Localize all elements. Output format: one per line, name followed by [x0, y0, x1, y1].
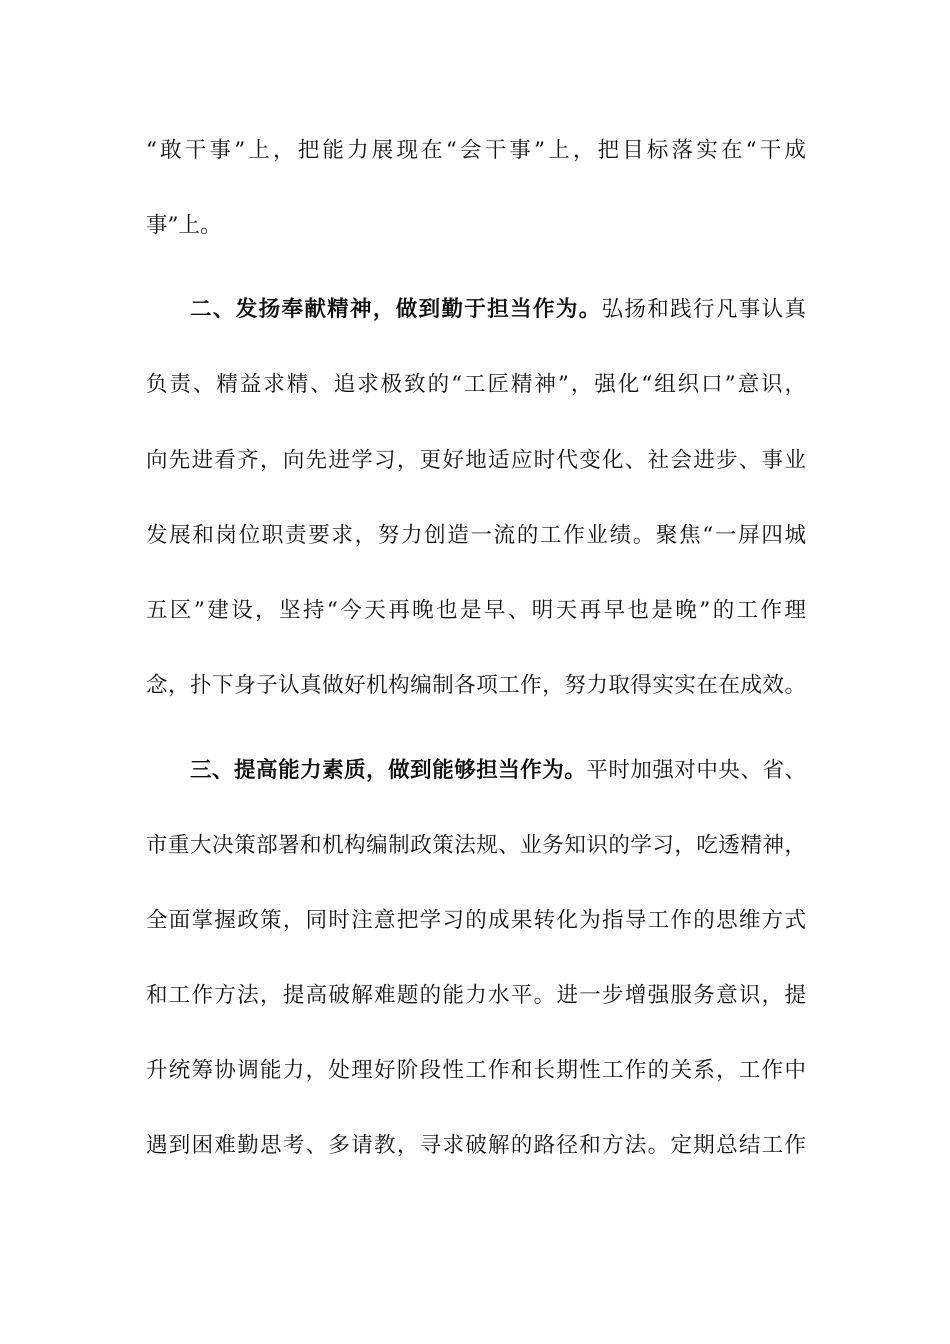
- paragraph-line: “敢干事”上，把能力展现在“会干事”上，把目标落实在“干成: [146, 138, 806, 163]
- paragraph-line: 遇到困难勤思考、多请教，寻求破解的路径和方法。定期总结工作: [146, 1133, 806, 1158]
- paragraph-line: 负责、精益求精、追求极致的“工匠精神”，强化“组织口”意识，: [146, 372, 806, 397]
- paragraph-line: 向先进看齐，向先进学习，更好地适应时代变化、社会进步、事业: [146, 448, 806, 473]
- paragraph-line: 事”上。: [146, 213, 222, 238]
- section-3-first-line: [146, 751, 806, 791]
- paragraph-line: 全面掌握政策，同时注意把学习的成果转化为指导工作的思维方式: [146, 908, 806, 933]
- paragraph-line: 和工作方法，提高破解难题的能力水平。进一步增强服务意识，提: [146, 983, 806, 1008]
- paragraph-line: 五区”建设，坚持“今天再晚也是早、明天再早也是晚”的工作理: [146, 598, 806, 623]
- paragraph-line: 发展和岗位职责要求，努力创造一流的工作业绩。聚焦“一屏四城: [146, 523, 806, 548]
- paragraph-line: 升统筹协调能力，处理好阶段性工作和长期性工作的关系，工作中: [146, 1058, 806, 1083]
- section-3-text: 平时加强对中央、省、: [586, 758, 806, 783]
- paragraph-line: 念，扑下身子认真做好机构编制各项工作，努力取得实实在在成效。: [146, 673, 806, 698]
- section-2-heading: 二、发扬奉献精神，做到勤于担当作为。: [190, 297, 602, 322]
- paragraph-line: 市重大决策部署和机构编制政策法规、业务知识的学习，吃透精神，: [146, 833, 806, 858]
- section-2-text: 弘扬和践行凡事认真: [601, 297, 806, 322]
- section-3-heading: 三、提高能力素质，做到能够担当作为。: [190, 758, 587, 783]
- section-2-first-line: [146, 290, 806, 330]
